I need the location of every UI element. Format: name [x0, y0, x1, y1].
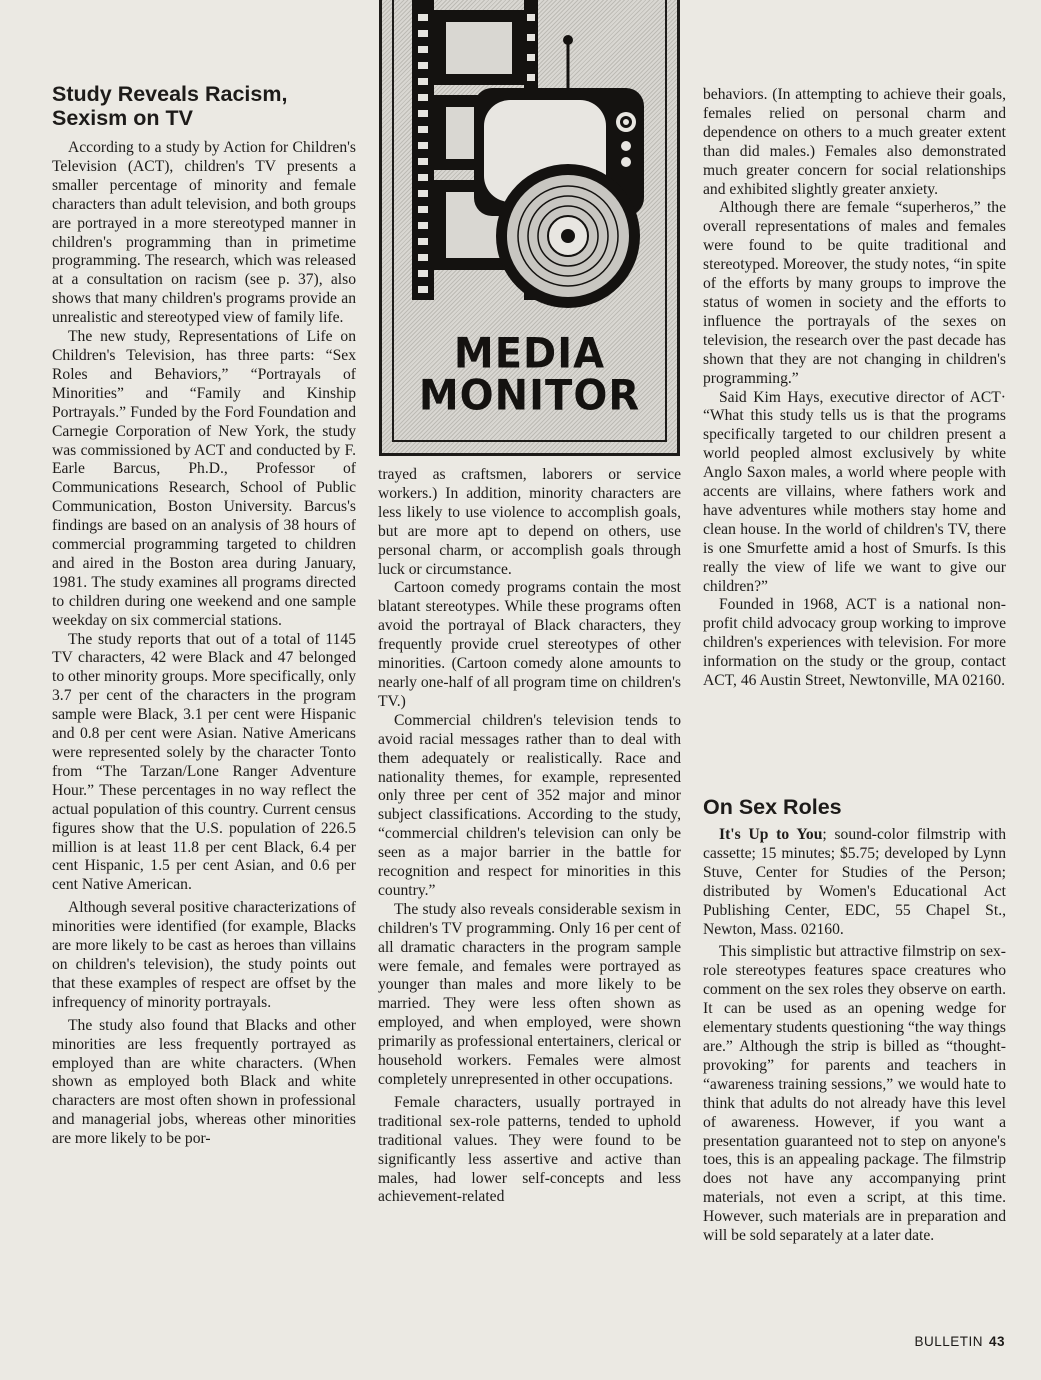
paragraph: The study also reveals considerable sexism in children's TV programming. Only 16 per cent of all dramatic characters in the program sample were female, and females were portrayed as younger than males and more likely to be married. They were less often shown as employed, and when employed, were shown primarily as professional entertainers, clerical or household workers. Females were almost completely unrepresented in other occupations.	[378, 900, 681, 1088]
paragraph: trayed as craftsmen, laborers or service workers.) In addition, minority characters are less likely to use violence to accomplish goals, but are more apt to depend on others, use personal charm, or accomplish goals through luck or circumstance.	[378, 466, 681, 578]
paragraph: Cartoon comedy programs contain the most blatant stereotypes. While these programs often avoid the portrayal of Black characters, they frequently provide cruel stereotypes of other minorities. (Cartoon comedy alone amounts to nearly one-half of all program time on children's TV.)	[378, 579, 681, 710]
paragraph: Commercial children's television tends to avoid racial messages rather than to deal with them adequately or realistically. Race and nationality themes, for example, represented only three per cent of 352 major and minor subject classifications. According to the study, “commercial children's television can only be seen as a major barrier in the battle for recognition and respect for minorities in this country.”	[378, 711, 681, 899]
item-title: It's Up to You	[719, 826, 823, 843]
page-footer	[914, 1334, 1005, 1349]
section-headline: On Sex Roles	[703, 795, 842, 819]
page-number: 43	[988, 1334, 1005, 1349]
article-headline: Study Reveals Racism, Sexism on TV	[52, 82, 288, 130]
paragraph: The new study, Representations of Life on Children's Television, has three parts: “Sex Roles and Behaviors,” “Portrayals of Minorities” and “Family and Kinship Portrayals.” Funded by the Ford Foundation and Carnegie Corporation of New York, the study was commissioned by ACT and conducted by F. Earle Barcus, Ph.D., Professor of Communications Research, School of Public Communication, Boston University. Barcus's findings are based on an analysis of 38 hours of commercial programming targeted to children and aired in the Boston area during January, 1981. The study examines all programs directed to children during one weekend and one sample weekday on six commercial stations.	[52, 328, 356, 629]
paragraph: According to a study by Action for Children's Television (ACT), children's TV presents a smaller percentage of minority and female characters than adult television, and both groups are portrayed in a more stereotyped manner in children's programming than in primetime programming. The research, which was released at a consultation on racism (see p. 37), also shows that many children's programs provide an unrealistic and stereotyped view of family life.	[52, 139, 356, 327]
paragraph: The study reports that out of a total of 1145 TV characters, 42 were Black and 47 belonged to other minority groups. More specifically, only 3.7 per cent of the characters in the program sample were Black, 3.1 per cent were Hispanic and 0.8 per cent were Asian. Native Americans were represented solely by the character Tonto from “The Tarzan/Lone Ranger Adventure Hour.” These percentages in no way reflect the actual population of this country. Current census figures show that the U.S. population of 226.5 million is at least 11.8 per cent Black, 6.4 per cent Hispanic, 1.5 per cent Asian, and 0.6 per cent Native American.	[52, 630, 356, 894]
paragraph: Although there are female “superheros,” the overall representations of males and females were found to be quite traditional and stereotyped. Moreover, the study notes, “in spite of the efforts by many groups to improve the status of women in society and the efforts to influence the portrayals of the sexes on television, the research over the past decade has shown that they are not changing in children's programming.”	[703, 199, 1006, 387]
paragraph: Said Kim Hays, executive director of ACT· “What this study tells us is that the programs specifically targeted to our children present a world peopled almost exclusively by white Anglo Saxon males, a world where people with accents are villains, where fathers work and have adventures while mothers stay home and clean house. In the world of children's TV, there is one Smurfette amid a host of Smurfs. Is this really the view of life we want to give our children?”	[703, 388, 1006, 595]
paragraph: Although several positive characterizations of minorities were identified (for example, Blacks are more likely to be cast as heroes than villains on children's television), the study points out that these examples of respect are offset by the infrequency of minority portrayals.	[52, 899, 356, 1011]
review-text: This simplistic but attractive filmstrip on sex-role stereotypes features space creatures who comment on the sex roles they observe on earth. It can be used as an opening wedge for elementary students questioning “the way things are.” Although the strip is billed as “thought-provoking” for parents and teachers in “awareness training sessions,” we would hate to think that adults do not already have this level of awareness. However, if you want a presentation guaranteed not to step on anyone's toes, this is an appealing package. The filmstrip does not have any accompanying print materials, not even a script, at this time. However, such materials are in preparation and will be sold separately at a later date.	[703, 943, 1006, 1245]
media-monitor-graphic	[379, 0, 680, 456]
publication-name: BULLETIN	[914, 1334, 983, 1349]
paragraph: The study also found that Blacks and other minorities are less frequently portrayed as employed than are white characters. (When shown as employed both Black and white characters are most often shown in professional and managerial jobs, whereas other minorities are more likely to be por-	[52, 1016, 356, 1148]
paragraph: behaviors. (In attempting to achieve their goals, females relied on personal charm and dependence on others to a much greater extent than did males.) Females also demonstrated much greater concern for social relationships and exhibited slightly greater anxiety.	[703, 86, 1006, 198]
paragraph: Founded in 1968, ACT is a national non-profit child advocacy group working to improve children's experiences with television. For more information on the study or the group, contact ACT, 46 Austin Street, Newtonville, MA 02160.	[703, 596, 1006, 690]
review-column	[703, 826, 1006, 1246]
article-column-left	[52, 139, 356, 1149]
item-details: ; sound-color filmstrip with cassette; 15 minutes; $5.75; developed by Lynn Stuve, Center for Studies of the Person; distributed by Women's Educational Act Publishing Center, EDC, 55 Chapel St., Newton, Mass. 02160.	[703, 826, 1006, 938]
review-citation	[703, 826, 1006, 939]
article-column-right	[703, 86, 1006, 691]
article-column-middle	[378, 466, 681, 1207]
paragraph: Female characters, usually portrayed in traditional sex-role patterns, tended to uphold traditional values. They were found to be significantly less assertive and active than males, had lower self-concepts and less achievement-related	[378, 1093, 681, 1206]
media-monitor-logo: MEDIA MONITOR	[418, 329, 641, 421]
